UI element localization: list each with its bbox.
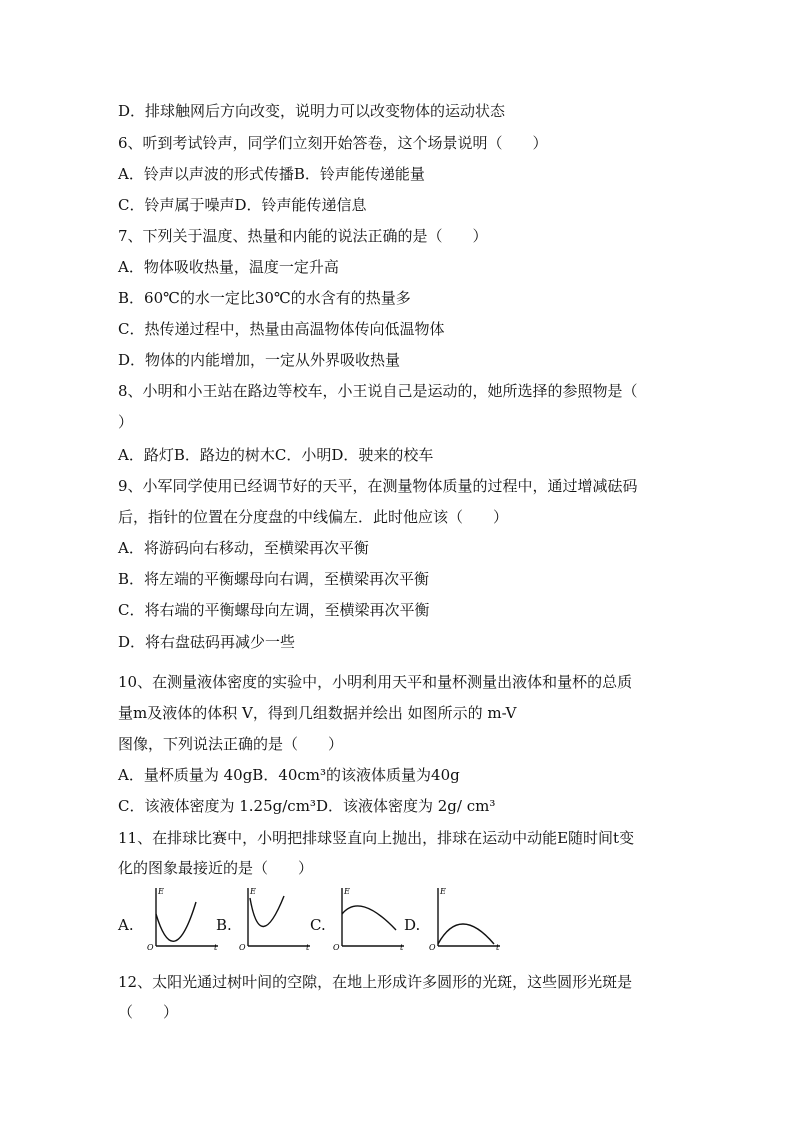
line-q9-a: A．将游码向右移动，至横梁再次平衡 (118, 539, 369, 557)
line-q7-d: D．物体的内能增加，一定从外界吸收热量 (118, 351, 401, 369)
line-q7: 7、下列关于温度、热量和内能的说法正确的是（ ） (118, 227, 488, 245)
line-q9: 9、小军同学使用已经调节好的天平，在测量物体质量的过程中，通过增减砝码 (118, 477, 638, 495)
line-q7-a: A．物体吸收热量，温度一定升高 (118, 258, 339, 276)
line-q10-cont2: 图像，下列说法正确的是（ ） (118, 735, 344, 753)
line-q10-cont: 量m及液体的体积 V，得到几组数据并绘出 如图所示的 m-V (118, 704, 517, 722)
graph-b-x-label: t (306, 943, 310, 950)
graph-b-svg (236, 884, 312, 950)
graph-a-x-label: t (214, 943, 218, 950)
graph-b (236, 884, 312, 950)
graph-c-svg (330, 884, 406, 950)
line-q9-c: C．将右端的平衡螺母向左调，至横梁再次平衡 (118, 601, 430, 619)
line-q9-cont: 后，指针的位置在分度盘的中线偏左．此时他应该（ ） (118, 508, 509, 526)
line-q6: 6、听到考试铃声，同学们立刻开始答卷，这个场景说明（ ） (118, 134, 548, 152)
line-q9-b: B．将左端的平衡螺母向右调，至横梁再次平衡 (118, 570, 430, 588)
graph-c-origin: O (333, 943, 340, 950)
line-q11: 11、在排球比赛中，小明把排球竖直向上抛出，排球在运动中动能E随时间t变 (118, 829, 635, 847)
graph-b-y-label: E (250, 887, 256, 896)
graph-d-x-label: t (496, 943, 500, 950)
line-q11-cont: 化的图象最接近的是（ ） (118, 859, 314, 877)
graph-b-origin: O (239, 943, 246, 950)
line-q6-ab: A．铃声以声波的形式传播B．铃声能传递能量 (118, 165, 425, 183)
line-q10-cd: C．该液体密度为 1.25g/cm³D．该液体密度为 2g/ cm³ (118, 797, 496, 815)
graph-d-y-label: E (440, 887, 446, 896)
line-q10-ab: A．量杯质量为 40gB．40cm³的该液体质量为40g (118, 766, 460, 784)
line-q7-b: B．60℃的水一定比30℃的水含有的热量多 (118, 289, 411, 307)
option-c-label: C. (310, 916, 326, 934)
line-q12: 12、太阳光通过树叶间的空隙，在地上形成许多圆形的光斑，这些圆形光斑是 (118, 973, 633, 991)
line-q5-d: D．排球触网后方向改变，说明力可以改变物体的运动状态 (118, 102, 506, 120)
graph-c-x-label: t (400, 943, 404, 950)
graph-d-origin: O (429, 943, 436, 950)
graph-a-origin: O (147, 943, 154, 950)
line-q10: 10、在测量液体密度的实验中，小明利用天平和量杯测量出液体和量杯的总质 (118, 673, 633, 691)
line-q8: 8、小明和小王站在路边等校车，小王说自己是运动的，她所选择的参照物是（ (118, 382, 638, 400)
option-b-label: B. (216, 916, 232, 934)
line-q8-options: A．路灯B．路边的树木C．小明D．驶来的校车 (118, 446, 434, 464)
graph-a-svg (144, 884, 220, 950)
line-q7-c: C．热传递过程中，热量由高温物体传向低温物体 (118, 320, 445, 338)
graph-d (426, 884, 502, 950)
q11-graph-options (118, 880, 518, 950)
line-q8-cont: ） (118, 413, 134, 431)
line-q9-d: D．将右盘砝码再减少一些 (118, 633, 296, 651)
graph-c (330, 884, 406, 950)
option-d-label: D. (404, 916, 421, 934)
line-q12-cont: （ ） (118, 1003, 179, 1021)
graph-d-svg (426, 884, 502, 950)
graph-a-y-label: E (158, 887, 164, 896)
graph-c-y-label: E (344, 887, 350, 896)
option-a-label: A. (118, 916, 134, 934)
line-q6-cd: C．铃声属于噪声D．铃声能传递信息 (118, 196, 367, 214)
graph-a (144, 884, 220, 950)
